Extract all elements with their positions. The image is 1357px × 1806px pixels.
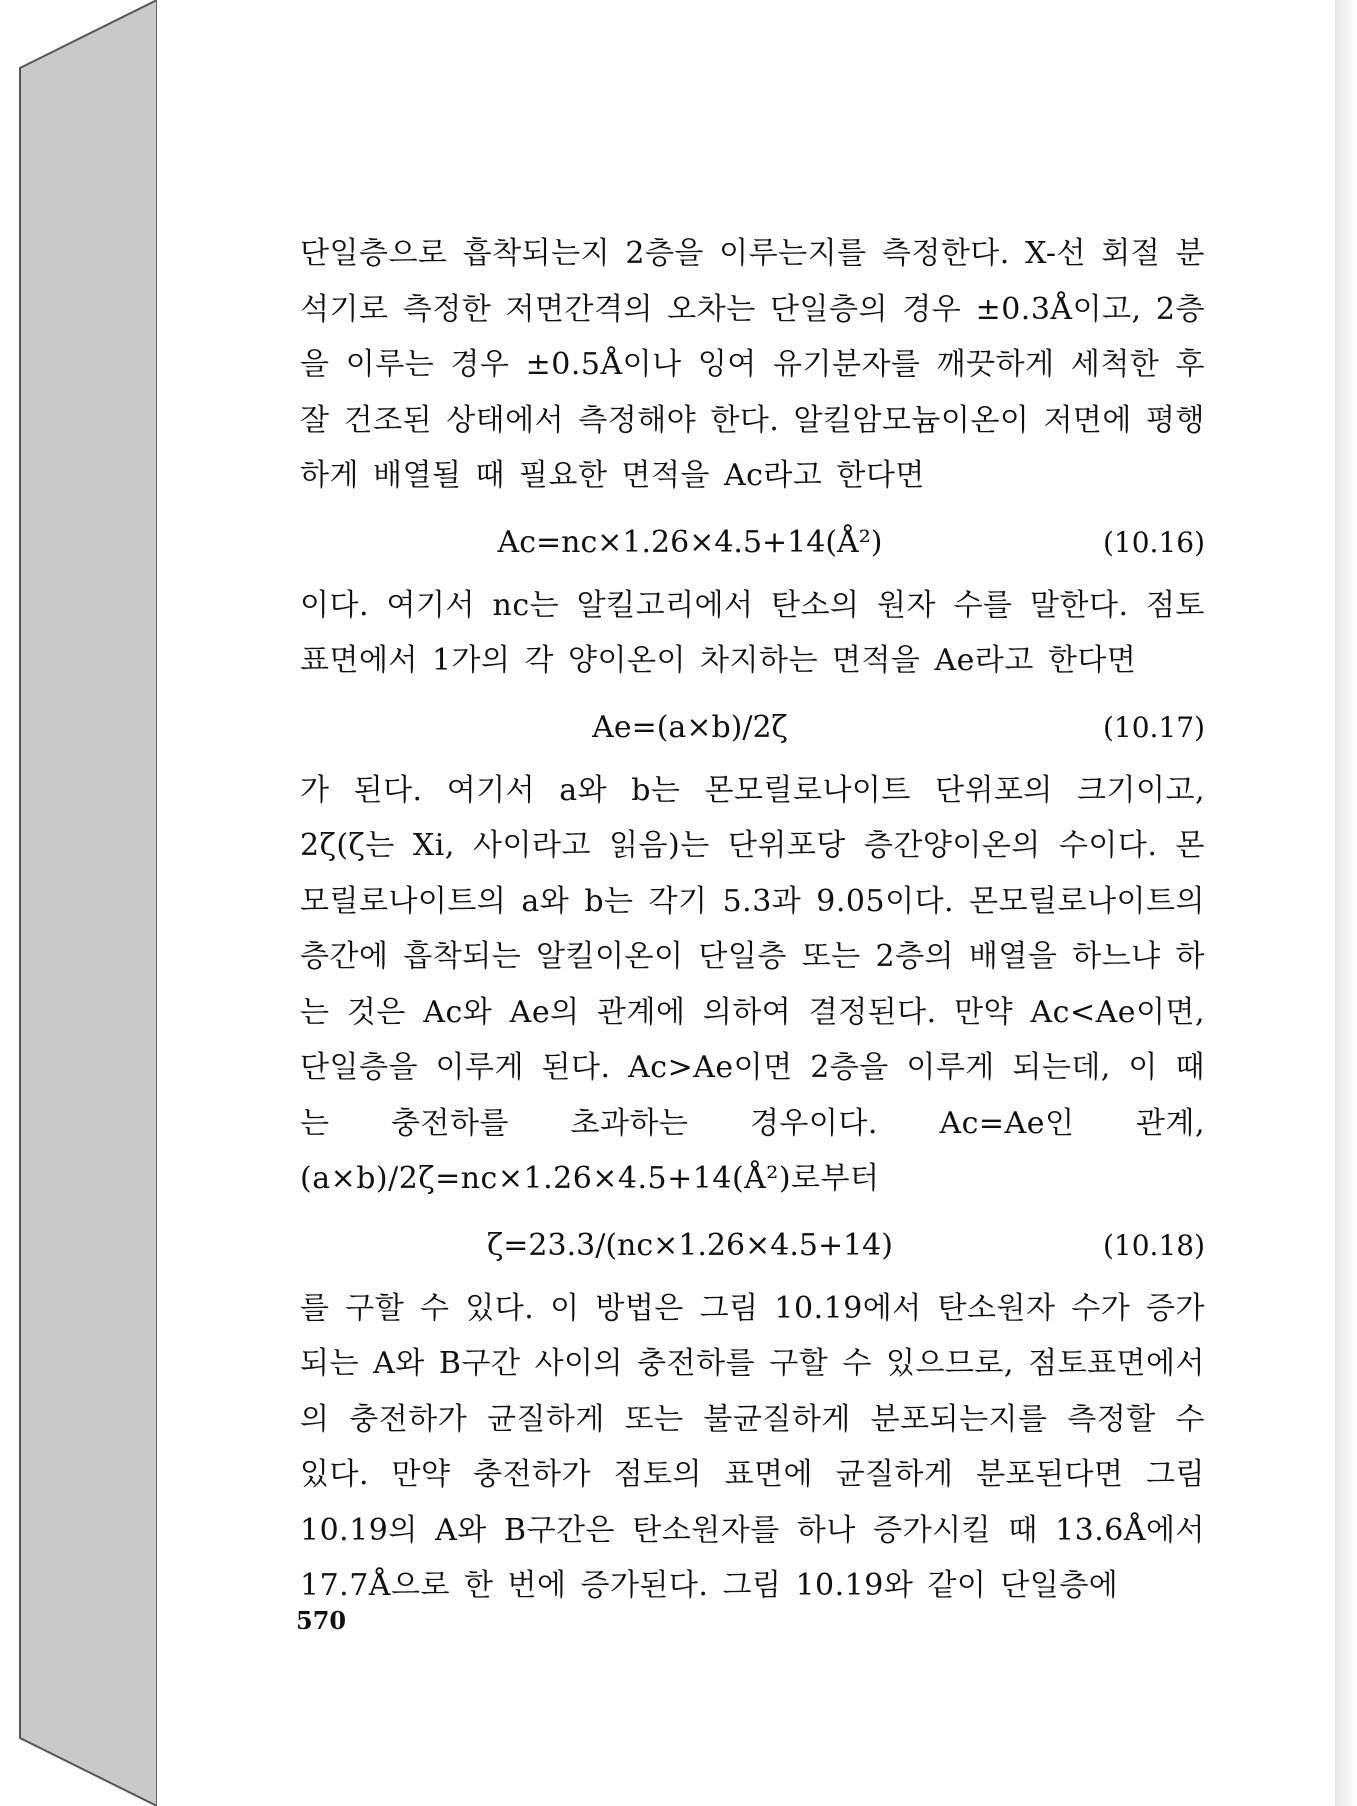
page-body (300, 226, 1205, 1614)
equation-number: (10.18) (1102, 1228, 1205, 1262)
paragraph-2: 이다. 여기서 nc는 알킬고리에서 탄소의 원자 수를 말한다. 점토표면에서 1가의 각 양이온이 차지하는 면적을 Ae라고 한다면 (300, 587, 1205, 678)
paragraph-4: 를 구할 수 있다. 이 방법은 그림 10.19에서 탄소원자 수가 증가되는 A와 B구간 사이의 충전하를 구할 수 있으므로, 점토표면에서의 충전하가 균질하게 또는 불균질하게 분포되는지를 측정할 수 있다. 만약 충전하가 점토의 표면에 균질하게 분포된다면 그림 10.19의 A와 B구간은 탄소원자를 하나 증가시킬 때 13.6Å에서 17.7Å으로 한 번에 증가된다. 그림 10.19와 같이 단일층에 (300, 1290, 1205, 1603)
equation-expression: Ae=(a×b)/2ζ (592, 709, 788, 745)
equation-number: (10.17) (1102, 710, 1205, 744)
book-spine (20, 0, 157, 1806)
page-number: 570 (296, 1606, 347, 1635)
equation-number: (10.16) (1102, 525, 1205, 559)
equation-expression: ζ=23.3/(nc×1.26×4.5+14) (487, 1227, 893, 1263)
equation-10-17 (300, 695, 1205, 761)
equation-expression: Ac=nc×1.26×4.5+14(Å²) (497, 524, 883, 560)
equation-10-16 (300, 510, 1205, 576)
equation-10-18 (300, 1213, 1205, 1279)
page-edge-shadow (1335, 0, 1357, 1806)
paragraph-1: 단일층으로 흡착되는지 2층을 이루는지를 측정한다. X-선 회절 분석기로 측정한 저면간격의 오차는 단일층의 경우 ±0.3Å이고, 2층을 이루는 경우 ±0.5Å이나 잉여 유기분자를 깨끗하게 세척한 후 잘 건조된 상태에서 측정해야 한다. 알킬암모늄이온이 저면에 평행하게 배열될 때 필요한 면적을 Ac라고 한다면 (300, 236, 1205, 493)
paragraph-3: 가 된다. 여기서 a와 b는 몬모릴로나이트 단위포의 크기이고, 2ζ(ζ는 Xi, 사이라고 읽음)는 단위포당 층간양이온의 수이다. 몬모릴로나이트의 a와 b는 각기 5.3과 9.05이다. 몬모릴로나이트의 층간에 흡착되는 알킬이온이 단일층 또는 2층의 배열을 하느냐 하는 것은 Ac와 Ae의 관계에 의하여 결정된다. 만약 Ac<Ae이면, 단일층을 이루게 된다. Ac>Ae이면 2층을 이루게 되는데, 이 때는 충전하를 초과하는 경우이다. Ac=Ae인 관계, (a×b)/2ζ=nc×1.26×4.5+14(Å²)로부터 (300, 772, 1205, 1196)
